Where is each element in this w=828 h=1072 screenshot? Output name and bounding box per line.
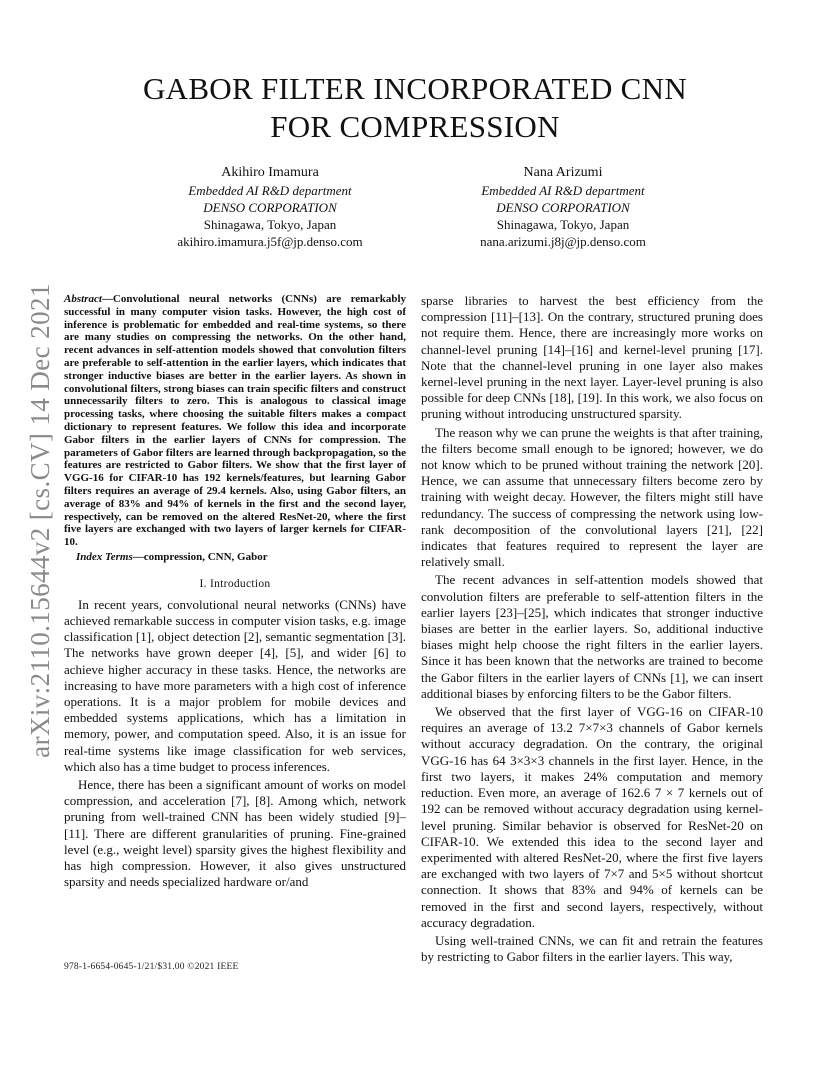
paragraph: Hence, there has been a significant amount of works on model compression, and acceleration [7], [8]. Among which, network pruning from well-trained CNN has been widely studied [9]–[11]. There are different granularities of pruning. Fine-grained level (e.g., weight level) sparsity gives the highest flexibility and has high compression. However, it also gives unstructured sparsity and needs specialized hardware or/and [64, 776, 406, 890]
abstract-lead: Abstract [64, 293, 102, 305]
paragraph: Using well-trained CNNs, we can fit and retrain the features by restricting to Gabor filters in the earlier layers. This way, [421, 932, 763, 965]
author-organization: DENSO CORPORATION [496, 200, 630, 215]
section-heading-introduction: I. Introduction [199, 577, 271, 590]
title-line-1: GABOR FILTER INCORPORATED CNN [142, 71, 688, 106]
abstract-text: —Convolutional neural networks (CNNs) are remarkably successful in many computer vision tasks. However, the high cost of inference is problematic for embedded and real-time systems, so there are many studies on compressing the networks. On the other hand, recent advances in self-attention models showed that convolution filters are preferable to self-attention in the earlier layers, which indicates that stronger inductive biases are better in the earlier layers. As shown in convolutional filters, strong biases can train specific filters and construct unnecessarily filters to zero. This is analogous to classical image processing tasks, where choosing the suitable filters makes a compact dictionary to represent features. We follow this idea and incorporate Gabor filters in the earlier layers of CNNs for compression. The parameters of Gabor filters are learned through backpropagation, so the features are restricted to Gabor filters. We show that the first layer of VGG-16 for CIFAR-10 has 192 kernels/features, but learning Gabor filters requires an average of 29.4 kernels. Also, using Gabor filters, an average of 83% and 94% of kernels in the first and the second layer, respectively, can be removed on the altered ResNet-20, where the first five layers are exchanged with two layers of larger kernels for CIFAR-10. [64, 293, 406, 549]
paragraph: sparse libraries to harvest the best efficiency from the compression [11]–[13]. On the contrary, structured pruning does not require them. Hence, there are increasingly more works on channel-level pruning [14]–[16] and kernel-level pruning [17]. Note that the channel-level pruning in one layer also makes kernel-level pruning in the next layer. Layer-level pruning is also possible for deep CNNs [18], [19]. In this work, we also focus on pruning without introducing unstructured sparsity. [421, 293, 763, 422]
abstract [64, 293, 406, 549]
arxiv-side-stamp [18, 282, 62, 758]
author-block-2 [453, 163, 673, 250]
copyright-footer: 978-1-6654-0645-1/21/$31.00 ©2021 IEEE [64, 962, 239, 972]
author-name: Nana Arizumi [523, 165, 603, 180]
paragraph: We observed that the first layer of VGG-16 on CIFAR-10 requires an average of 13.2 7×7×3 channels of Gabor kernels without accuracy degradation. On the contrary, the original VGG-16 has 64 3×3×3 channels in the first layer. Hence, in the first two layers, it makes 24% computation and memory reduction. Even more, an average of 162.6 7 × 7 kernels out of 192 can be removed without accuracy degradation using kernel-level pruning. Similar behavior is observed for ResNet-20 on CIFAR-10. We extended this idea to the second layer and experimented with altered ResNet-20, where the first five layers are exchanged with two layers of 7×7 and 5×5 without shortcut connection. It shows that 83% and 94% of kernels can be removed in the first and second layers, respectively, without accuracy degradation. [421, 704, 763, 930]
index-terms [64, 551, 406, 564]
left-column [64, 293, 406, 890]
author-location: Shinagawa, Tokyo, Japan [496, 217, 630, 232]
paragraph: In recent years, convolutional neural networks (CNNs) have achieved remarkable success in computer vision tasks, e.g. image classification [1], object detection [2], semantic segmentation [3]. The networks have grown deeper [4], [5], and wider [6] to achieve higher accuracy in these tasks. Hence, the networks are increasing to have more parameters with a high cost of inference operations. It is a major problem for mobile devices and embedded systems applications, which has a limitation in memory, power, and computation speed. Also, it is an issue for real-time systems like image classification for web services, which also has a time budget to process inferences. [64, 596, 406, 774]
author-department: Embedded AI R&D department [188, 183, 352, 198]
author-name: Akihiro Imamura [221, 165, 319, 180]
arxiv-stamp-text: arXiv:2110.15644v2 [cs.CV] 14 Dec 2021 [24, 282, 55, 758]
index-terms-lead: Index Terms [76, 550, 133, 563]
paper-title [70, 70, 760, 146]
author-email[interactable]: akihiro.imamura.j5f@jp.denso.com [177, 234, 363, 249]
author-organization: DENSO CORPORATION [203, 200, 337, 215]
author-location: Shinagawa, Tokyo, Japan [203, 217, 337, 232]
author-block-1 [160, 163, 380, 250]
title-line-2: FOR COMPRESSION [270, 109, 560, 144]
author-department: Embedded AI R&D department [481, 183, 645, 198]
paragraph: The reason why we can prune the weights is that after training, the filters become small enough to be ignored; however, we do not know which to be pruned without training the network [20]. Hence, we can assume that unnecessary filters become zero by training with weight decay. However, the filters might still have redundancy. The success of compressing the network using low-rank decomposition of the convolutional layers [21], [22] indicates that features required to represent the layer are relatively small. [421, 424, 763, 570]
author-email[interactable]: nana.arizumi.j8j@jp.denso.com [480, 234, 646, 249]
paragraph: The recent advances in self-attention models showed that convolution filters are preferable to self-attention filters in the earlier layers [23]–[25], which indicates that stronger inductive biases are better in the earlier layers. So, additional inductive biases might help choose the right filters in the earlier layers. Since it has been known that the networks are trained to become the Gabor filters in the earlier layers of CNNs [1], we can insert additional biases by enforcing filters to be the Gabor filters. [421, 572, 763, 701]
right-column [421, 293, 763, 965]
index-terms-text: —compression, CNN, Gabor [132, 550, 268, 563]
